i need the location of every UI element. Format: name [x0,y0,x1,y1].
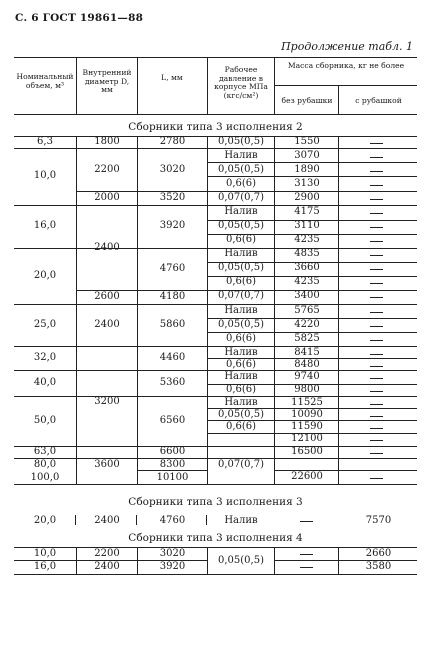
volume-cell: 20,0 [33,515,57,526]
pressure-cell: Налив [224,397,258,408]
volume-cell: 32,0 [33,352,57,363]
col-length-header: L, мм [161,73,183,82]
diameter-cell: 2200 [94,164,120,175]
dash-mark [370,255,383,256]
pressure-cell [208,433,274,445]
diameter-cell: 2000 [94,192,120,203]
mass-cell: 1550 [294,136,320,147]
mass-cell: 4235 [294,276,320,287]
dash-mark [370,283,383,284]
pressure-cell: 0,07(0,7) [218,290,264,301]
mass-cell: 12100 [291,433,323,444]
dash-mark [370,404,383,405]
pressure-cell: Налив [224,206,258,217]
length-cell: 3520 [159,192,186,203]
mass-cell: 4235 [294,234,320,245]
pressure-cell: 0,07(0,7) [218,459,264,470]
mass-cell: 2660 [365,548,392,559]
volume-cell: 20,0 [33,270,57,281]
dash-mark [370,391,383,392]
mass-cell: 8480 [294,359,320,370]
mass-cell: 22600 [291,471,323,482]
pressure-cell: Налив [224,371,258,382]
dash-mark [370,143,383,144]
length-cell: 6560 [159,415,186,426]
pressure-cell [208,471,274,483]
col-volume-header: Номинальный объем, м³ [16,72,74,90]
mass-cell: 16500 [291,446,323,457]
dash-mark [300,554,313,555]
col-mass-header: Масса сборника, кг не более [287,61,405,70]
mass-cell: 3400 [294,290,320,301]
dash-mark [370,440,383,441]
section-title-2: Сборники типа 3 исполнения 2 [128,121,303,133]
mass-cell: 4835 [294,248,320,259]
dash-mark [370,297,383,298]
diameter-cell: 3600 [94,459,120,470]
dash-mark [370,241,383,242]
dash-mark [370,366,383,367]
dash-mark [370,157,383,158]
pressure-cell: 0,6(6) [225,359,257,370]
length-cell: 2780 [159,136,186,147]
pressure-cell: Налив [224,248,258,259]
diameter-cell: 2400 [94,242,120,253]
pressure-cell: 0,05(0,5) [218,555,264,566]
length-cell: 4760 [159,515,186,526]
mass-cell: 7570 [365,515,392,526]
mass-cell: 4175 [294,206,320,217]
diameter-cell: 1800 [94,136,120,147]
mass-cell: 11525 [291,397,323,408]
diameter-cell: 2400 [94,561,120,572]
pressure-cell: 0,05(0,5) [218,262,264,273]
pressure-cell: Налив [224,150,258,161]
volume-cell: 40,0 [33,377,57,388]
pressure-cell: Налив [224,305,258,316]
dash-mark [300,567,313,568]
diameter-cell: 2200 [94,548,120,559]
length-cell: 3920 [159,561,186,572]
pressure-cell: 0,05(0,5) [218,220,264,231]
pressure-cell: 0,05(0,5) [218,319,264,330]
diameter-cell: 3200 [94,396,120,407]
diameter-cell: 2400 [94,515,120,526]
dash-mark [370,428,383,429]
mass-cell: 9740 [294,371,320,382]
volume-cell: 10,0 [33,548,57,559]
length-cell: 3020 [159,548,186,559]
pressure-cell: 0,6(6) [225,333,257,344]
dash-mark [370,227,383,228]
mass-cell: 3130 [294,178,320,189]
mass-cell: 10090 [291,409,323,420]
mass-cell: 5765 [294,305,320,316]
pressure-cell: 0,6(6) [225,276,257,287]
length-cell: 10100 [156,472,189,483]
col-mass-no-hump-header: без рубашки [281,96,333,105]
volume-cell: 80,0 [33,459,57,470]
dash-mark [370,185,383,186]
dash-mark [370,199,383,200]
col-pressure-header: Рабочее давление в корпусе МПа (кгс/см²) [214,65,268,100]
mass-cell: 1890 [294,164,320,175]
dash-mark [370,354,383,355]
dash-mark [370,378,383,379]
pressure-cell: 0,6(6) [225,234,257,245]
length-cell: 3920 [159,220,186,231]
mass-cell: 3110 [294,220,320,231]
length-cell: 4760 [159,263,186,274]
pressure-cell: 0,05(0,5) [218,136,264,147]
dash-mark [370,453,383,454]
page-header: С. 6 ГОСТ 19861—88 [15,12,144,24]
section-title-4: Сборники типа 3 исполнения 4 [128,532,303,544]
pressure-cell: 0,05(0,5) [218,409,264,420]
dash-mark [370,326,383,327]
pressure-cell [208,446,274,458]
volume-cell: 10,0 [33,170,57,181]
volume-cell: 100,0 [30,472,60,483]
length-cell: 8300 [159,459,186,470]
dash-mark [370,478,383,479]
volume-cell: 50,0 [33,415,57,426]
pressure-cell: 0,6(6) [225,421,257,432]
pressure-cell: 0,6(6) [225,384,257,395]
mass-cell: 3580 [365,561,392,572]
diameter-cell: 2400 [94,319,120,330]
continuation-label: Продолжение табл. 1 [281,40,413,53]
mass-cell: 9800 [294,384,320,395]
mass-cell: 4220 [294,319,320,330]
col-mass-with-hump-header: с рубашкой [355,96,402,105]
mass-cell: 8415 [294,347,320,358]
col-diameter-header: Внутренний диаметр D, мм [82,68,132,95]
mass-cell: 11590 [291,421,323,432]
pressure-cell: 0,6(6) [225,178,257,189]
pressure-cell: 0,05(0,5) [218,164,264,175]
pressure-cell: Налив [224,515,258,526]
mass-cell: 3660 [294,262,320,273]
dash-mark [370,416,383,417]
length-cell: 3020 [159,164,186,175]
volume-cell: 63,0 [33,446,57,457]
mass-cell: 5825 [294,333,320,344]
volume-cell: 25,0 [33,319,57,330]
length-cell: 4180 [159,291,186,302]
length-cell: 4460 [159,352,186,363]
mass-cell: 3070 [294,150,320,161]
length-cell: 6600 [159,446,186,457]
length-cell: 5860 [159,319,186,330]
mass-cell: 2900 [294,192,320,203]
pressure-cell: Налив [224,347,258,358]
volume-cell: 6,3 [37,136,53,147]
volume-cell: 16,0 [33,220,57,231]
diameter-cell: 2600 [94,291,120,302]
volume-cell: 16,0 [33,561,57,572]
dash-mark [370,213,383,214]
length-cell: 5360 [159,377,186,388]
dash-mark [370,340,383,341]
pressure-cell: 0,07(0,7) [218,192,264,203]
section-title-3: Сборники типа 3 исполнения 3 [128,496,303,508]
dash-mark [370,269,383,270]
dash-mark [300,521,313,522]
dash-mark [370,312,383,313]
dash-mark [370,171,383,172]
